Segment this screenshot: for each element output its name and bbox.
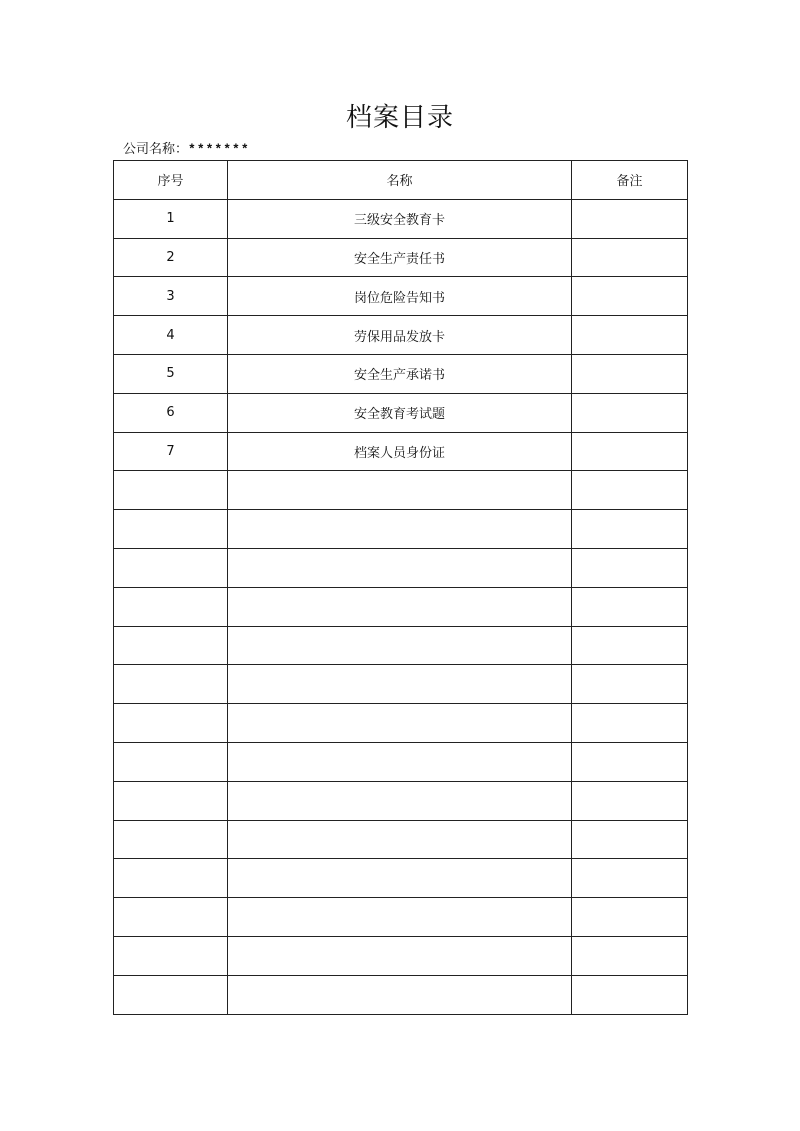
header-seq: 序号: [114, 161, 228, 200]
cell-seq: 5: [114, 354, 228, 393]
table-row: [114, 936, 688, 975]
cell-seq: [114, 548, 228, 587]
cell-seq: [114, 898, 228, 937]
table-row: [114, 820, 688, 859]
table-row: [114, 510, 688, 549]
cell-seq: [114, 471, 228, 510]
table-row: [114, 898, 688, 937]
company-name-value: *******: [188, 142, 250, 157]
cell-name: 岗位危险告知书: [228, 277, 572, 316]
header-note: 备注: [572, 161, 688, 200]
cell-seq: [114, 587, 228, 626]
cell-seq: [114, 781, 228, 820]
table-row: [114, 393, 688, 432]
cell-note: [572, 277, 688, 316]
cell-note: [572, 510, 688, 549]
table-row: [114, 432, 688, 471]
cell-name: 安全生产责任书: [228, 238, 572, 277]
cell-note: [572, 238, 688, 277]
table-row: [114, 238, 688, 277]
table-row: [114, 626, 688, 665]
cell-note: [572, 704, 688, 743]
table-row: [114, 199, 688, 238]
cell-seq: [114, 704, 228, 743]
company-label: 公司名称：: [123, 142, 189, 157]
cell-note: [572, 820, 688, 859]
cell-name: 三级安全教育卡: [228, 199, 572, 238]
cell-name: [228, 898, 572, 937]
table-row: [114, 471, 688, 510]
cell-name: [228, 665, 572, 704]
cell-seq: 7: [114, 432, 228, 471]
cell-seq: 3: [114, 277, 228, 316]
cell-name: [228, 704, 572, 743]
cell-name: [228, 781, 572, 820]
cell-note: [572, 898, 688, 937]
table-body: [114, 199, 688, 1014]
header-name: 名称: [228, 161, 572, 200]
cell-note: [572, 432, 688, 471]
cell-seq: [114, 626, 228, 665]
table-row: [114, 975, 688, 1014]
cell-note: [572, 393, 688, 432]
cell-note: [572, 975, 688, 1014]
cell-seq: 2: [114, 238, 228, 277]
cell-note: [572, 936, 688, 975]
table-row: [114, 354, 688, 393]
cell-name: 档案人员身份证: [228, 432, 572, 471]
cell-name: [228, 626, 572, 665]
cell-note: [572, 626, 688, 665]
cell-name: [228, 936, 572, 975]
cell-seq: [114, 742, 228, 781]
table-row: [114, 277, 688, 316]
cell-seq: [114, 859, 228, 898]
cell-note: [572, 665, 688, 704]
cell-note: [572, 781, 688, 820]
cell-name: 安全教育考试题: [228, 393, 572, 432]
table-row: [114, 781, 688, 820]
cell-name: 劳保用品发放卡: [228, 316, 572, 355]
cell-name: [228, 859, 572, 898]
cell-note: [572, 199, 688, 238]
cell-seq: [114, 820, 228, 859]
table-header-row: [114, 161, 688, 200]
table-row: [114, 316, 688, 355]
cell-name: [228, 975, 572, 1014]
table-row: [114, 742, 688, 781]
company-line: [123, 140, 250, 160]
cell-note: [572, 742, 688, 781]
cell-name: [228, 820, 572, 859]
cell-seq: [114, 510, 228, 549]
table-row: [114, 665, 688, 704]
cell-seq: 4: [114, 316, 228, 355]
table-row: [114, 704, 688, 743]
cell-name: [228, 548, 572, 587]
table-row: [114, 587, 688, 626]
cell-seq: [114, 936, 228, 975]
cell-note: [572, 471, 688, 510]
archive-catalog-table: [113, 160, 688, 1015]
table-row: [114, 859, 688, 898]
cell-name: [228, 587, 572, 626]
cell-note: [572, 587, 688, 626]
cell-seq: [114, 665, 228, 704]
cell-note: [572, 316, 688, 355]
cell-note: [572, 354, 688, 393]
cell-seq: [114, 975, 228, 1014]
cell-name: [228, 742, 572, 781]
page-title: 档案目录: [345, 103, 454, 133]
table-row: [114, 548, 688, 587]
cell-seq: 6: [114, 393, 228, 432]
cell-seq: 1: [114, 199, 228, 238]
cell-name: [228, 471, 572, 510]
cell-name: [228, 510, 572, 549]
cell-note: [572, 859, 688, 898]
cell-name: 安全生产承诺书: [228, 354, 572, 393]
cell-note: [572, 548, 688, 587]
